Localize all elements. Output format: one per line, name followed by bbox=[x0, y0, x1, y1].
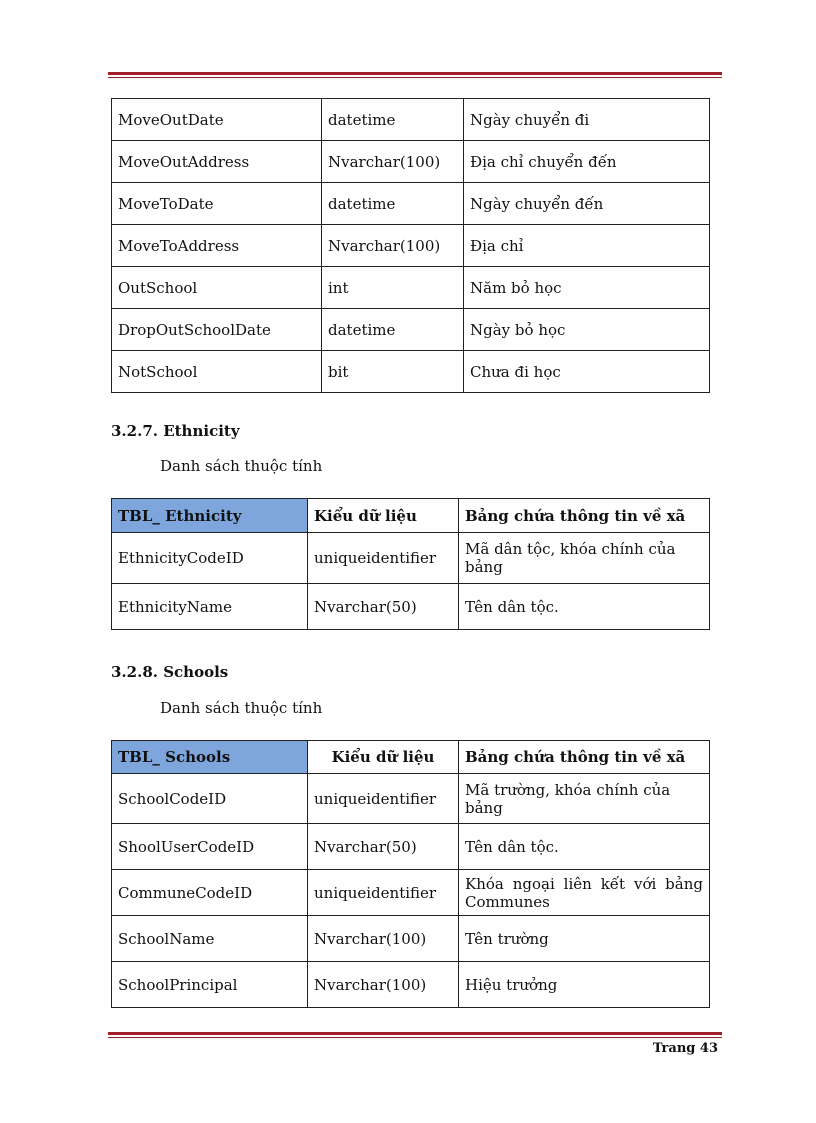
cell-line: Communes bbox=[465, 892, 550, 911]
table-cell: Tên dân tộc. bbox=[459, 584, 710, 630]
table-cell: Địa chỉ chuyển đến bbox=[464, 141, 710, 183]
table-row bbox=[112, 533, 710, 584]
table-row bbox=[112, 225, 710, 267]
table-cell: uniqueidentifier bbox=[308, 533, 459, 584]
table-header-row bbox=[112, 499, 710, 533]
table-row bbox=[112, 774, 710, 824]
section-intro-schools: Danh sách thuộc tính bbox=[160, 699, 323, 717]
table-cell: uniqueidentifier bbox=[308, 774, 459, 824]
continued-attribute-table bbox=[111, 98, 710, 393]
footer-rule-thin bbox=[108, 1037, 722, 1038]
table-cell: Năm bỏ học bbox=[464, 267, 710, 309]
table-header-cell: Bảng chứa thông tin về xã bbox=[459, 741, 710, 774]
table-row bbox=[112, 267, 710, 309]
table-cell: Nvarchar(100) bbox=[322, 225, 464, 267]
table-header-cell: Kiểu dữ liệu bbox=[308, 499, 459, 533]
ethnicity-table bbox=[111, 498, 710, 630]
table-row bbox=[112, 916, 710, 962]
table-header-cell: Kiểu dữ liệu bbox=[308, 741, 459, 774]
footer-rule-thick bbox=[108, 1032, 722, 1035]
table-cell: SchoolCodeID bbox=[112, 774, 308, 824]
table-cell: bit bbox=[322, 351, 464, 393]
table-cell: EthnicityName bbox=[112, 584, 308, 630]
table-cell: Nvarchar(100) bbox=[308, 916, 459, 962]
table-row bbox=[112, 309, 710, 351]
table-cell: SchoolPrincipal bbox=[112, 962, 308, 1008]
cell-line: Khóa ngoại liên kết với bảng bbox=[465, 874, 703, 893]
table-cell: uniqueidentifier bbox=[308, 870, 459, 916]
table-cell: Ngày chuyển đến bbox=[464, 183, 710, 225]
section-heading-schools: 3.2.8. Schools bbox=[111, 663, 229, 681]
table-cell: OutSchool bbox=[112, 267, 322, 309]
table-row bbox=[112, 183, 710, 225]
table-cell: CommuneCodeID bbox=[112, 870, 308, 916]
table-cell: MoveOutAddress bbox=[112, 141, 322, 183]
table-cell: datetime bbox=[322, 99, 464, 141]
table-cell: Tên trường bbox=[459, 916, 710, 962]
table-header-cell: TBL_ Schools bbox=[112, 741, 308, 774]
table-row bbox=[112, 351, 710, 393]
table-cell: datetime bbox=[322, 183, 464, 225]
table-cell: datetime bbox=[322, 309, 464, 351]
table-cell: Mã dân tộc, khóa chính của bảng bbox=[459, 533, 710, 584]
section-intro-ethnicity: Danh sách thuộc tính bbox=[160, 457, 323, 475]
table-row bbox=[112, 962, 710, 1008]
table-cell: Mã trường, khóa chính của bảng bbox=[459, 774, 710, 824]
table-cell: NotSchool bbox=[112, 351, 322, 393]
table-row bbox=[112, 99, 710, 141]
table-cell: Nvarchar(100) bbox=[308, 962, 459, 1008]
table-cell-multiline bbox=[459, 870, 710, 916]
table-cell: Tên dân tộc. bbox=[459, 824, 710, 870]
table-row bbox=[112, 870, 710, 916]
table-cell: Địa chỉ bbox=[464, 225, 710, 267]
table-cell: MoveOutDate bbox=[112, 99, 322, 141]
header-rule-thick bbox=[108, 72, 722, 75]
table-header-row bbox=[112, 741, 710, 774]
header-rule-thin bbox=[108, 77, 722, 78]
table-header-cell: TBL_ Ethnicity bbox=[112, 499, 308, 533]
section-heading-ethnicity: 3.2.7. Ethnicity bbox=[111, 422, 240, 440]
table-cell: DropOutSchoolDate bbox=[112, 309, 322, 351]
table-cell: Ngày chuyển đi bbox=[464, 99, 710, 141]
table-cell: EthnicityCodeID bbox=[112, 533, 308, 584]
table-cell: Nvarchar(100) bbox=[322, 141, 464, 183]
table-cell: Hiệu trưởng bbox=[459, 962, 710, 1008]
table-cell: MoveToDate bbox=[112, 183, 322, 225]
schools-table bbox=[111, 740, 710, 1008]
table-header-cell: Bảng chứa thông tin về xã bbox=[459, 499, 710, 533]
table-cell: ShoolUserCodeID bbox=[112, 824, 308, 870]
table-cell: MoveToAddress bbox=[112, 225, 322, 267]
table-row bbox=[112, 141, 710, 183]
table-row bbox=[112, 824, 710, 870]
table-cell: Nvarchar(50) bbox=[308, 584, 459, 630]
table-cell: SchoolName bbox=[112, 916, 308, 962]
table-cell: Chưa đi học bbox=[464, 351, 710, 393]
table-cell: Ngày bỏ học bbox=[464, 309, 710, 351]
table-cell: Nvarchar(50) bbox=[308, 824, 459, 870]
table-cell: int bbox=[322, 267, 464, 309]
page-number: Trang 43 bbox=[652, 1041, 718, 1056]
table-row bbox=[112, 584, 710, 630]
